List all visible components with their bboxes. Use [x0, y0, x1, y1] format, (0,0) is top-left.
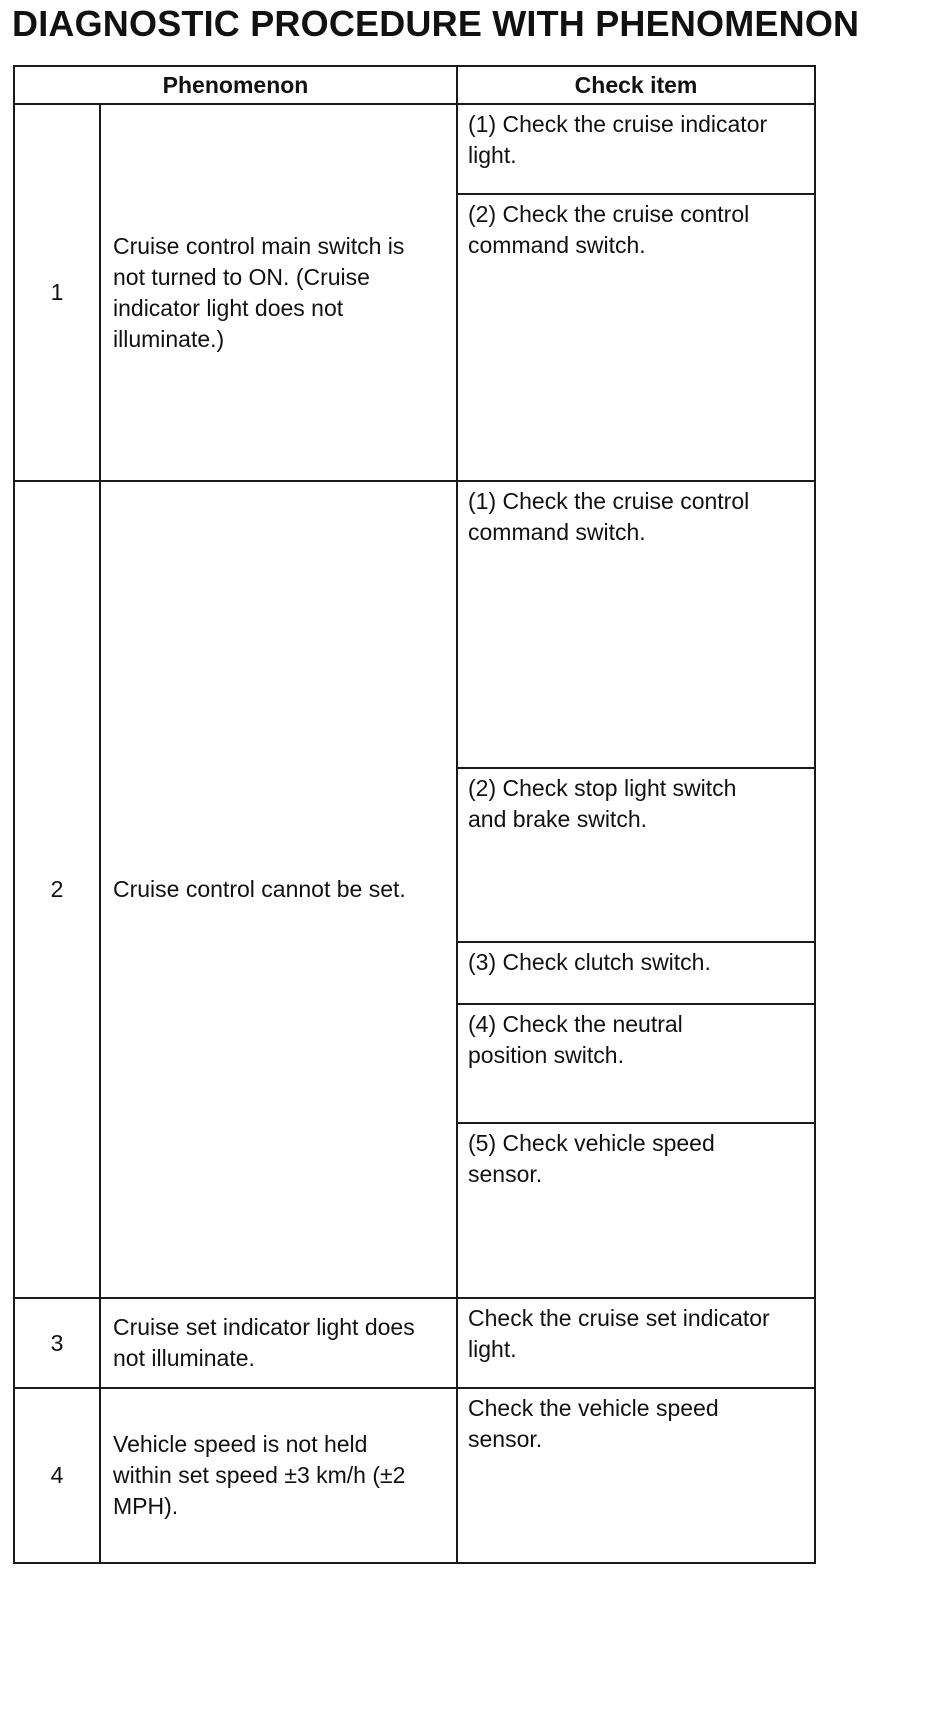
phenomenon-cell	[100, 1388, 457, 1563]
check-item-cell	[457, 768, 815, 942]
phenomenon-cell	[100, 104, 457, 481]
check-item-text: (1) Check the cruise control command switch.	[468, 488, 750, 545]
check-item-text: Check the vehicle speed sensor.	[468, 1395, 719, 1452]
phenomenon-text: Vehicle speed is not held within set speed ±3 km/h (±2 MPH).	[113, 1431, 406, 1519]
phenomenon-cell	[100, 481, 457, 1298]
check-item-cell	[457, 1298, 815, 1388]
row-number: 2	[14, 481, 100, 1298]
table-row	[14, 1298, 815, 1388]
check-item-text: (2) Check the cruise control command switch.	[468, 201, 750, 258]
row-number: 4	[14, 1388, 100, 1563]
check-item-text: (3) Check clutch switch.	[468, 949, 711, 975]
phenomenon-text: Cruise set indicator light does not illuminate.	[113, 1314, 415, 1371]
header-phenomenon: Phenomenon	[14, 66, 457, 104]
table-header-row	[14, 66, 815, 104]
check-item-cell	[457, 194, 815, 481]
diagnostic-table	[13, 65, 816, 1564]
check-item-text: (4) Check the neutral position switch.	[468, 1011, 683, 1068]
check-item-text: (5) Check vehicle speed sensor.	[468, 1130, 715, 1187]
phenomenon-text: Cruise control cannot be set.	[113, 876, 406, 902]
page-title: DIAGNOSTIC PROCEDURE WITH PHENOMENON	[12, 3, 860, 44]
phenomenon-cell	[100, 1298, 457, 1388]
check-item-cell	[457, 942, 815, 1004]
check-item-cell	[457, 1004, 815, 1123]
table-row	[14, 104, 815, 194]
header-check-item: Check item	[457, 66, 815, 104]
check-item-cell	[457, 104, 815, 194]
row-number: 3	[14, 1298, 100, 1388]
row-number: 1	[14, 104, 100, 481]
check-item-cell	[457, 1123, 815, 1298]
check-item-cell	[457, 1388, 815, 1563]
table-row	[14, 1388, 815, 1563]
phenomenon-text: Cruise control main switch is not turned to ON. (Cruise indicator light does not illuminate.)	[113, 232, 405, 352]
check-item-text: Check the cruise set indicator light.	[468, 1305, 770, 1362]
check-item-text: (1) Check the cruise indicator light.	[468, 111, 768, 168]
check-item-cell	[457, 481, 815, 768]
table-row	[14, 481, 815, 768]
check-item-text: (2) Check stop light switch and brake switch.	[468, 775, 737, 832]
